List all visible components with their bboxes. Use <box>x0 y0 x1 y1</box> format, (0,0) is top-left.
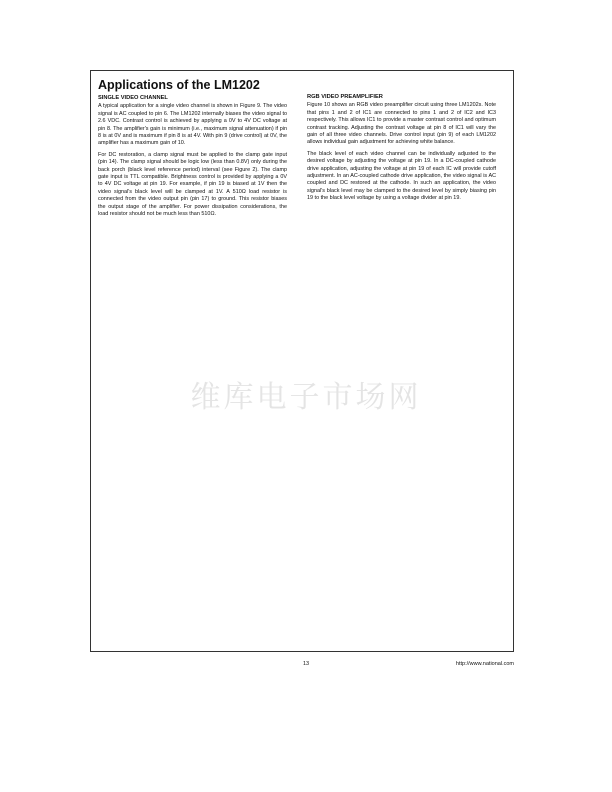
section-heading-rgb-preamp: RGB VIDEO PREAMPLIFIER <box>307 94 383 100</box>
paragraph: Figure 10 shows an RGB video preamplifier circuit using three LM1202s. Note that pins 1 and 2 of IC1 are connected to pins 1 and 2 of IC2 and IC3 respectively. This allows IC1 to provide a master contrast control and optimum contrast tracking. Adjusting the contrast voltage at pin 8 of IC1 will vary the gain of all three video channels. Drive control input (pin 9) of each LM1202 allows individual gain adjustment for achieving white balance. <box>307 102 496 146</box>
page-title: Applications of the LM1202 <box>98 78 260 92</box>
left-column <box>98 95 287 223</box>
watermark: 维库电子市场网 <box>190 380 422 415</box>
paragraph: The black level of each video channel can be individually adjusted to the desired voltage by adjusting the voltage at pin 19. In a DC-coupled cathode drive application, adjusting the voltage at pin 19 of each IC will provide cutoff adjustment. In an AC-coupled cathode drive application, the video signal is AC coupled and DC restored at the cathode. In such an application, the video signal's black level may be clamped to the desired level by simply biasing pin 19 to the black level voltage by using a voltage divider at pin 19. <box>307 150 496 202</box>
page-number: 13 <box>302 661 310 667</box>
paragraph: For DC restoration, a clamp signal must be applied to the clamp gate input (pin 14). The clamp signal should be logic low (less than 0.8V) only during the back porch (black level reference period) interval (see Figure 2). The clamp gate input is TTL compatible. Brightness control is provided by applying a 0V to 4V DC voltage at pin 19. For example, if pin 19 is biased at 1V then the video signal's black level will be clamped at 1V. A 510Ω load resistor is connected from the video output pin (pin 17) to ground. This resistor biases the output stage of the amplifier. For power dissipation considerations, the load resistor should not be much less than 510Ω. <box>98 151 287 218</box>
footer-url-link[interactable]: http://www.national.com <box>455 661 514 667</box>
section-heading-single-video: SINGLE VIDEO CHANNEL <box>98 95 168 101</box>
paragraph: A typical application for a single video channel is shown in Figure 9. The video signal is AC coupled to pin 6. The LM1202 internally biases the video signal to 2.6 VDC. Contrast control is achieved by applying a 0V to 4V DC voltage at pin 8. The amplifier's gain is minimum (i.e., maximum signal attenuation) if pin 8 is at 0V and is maximum if pin 8 is at 4V. With pin 9 (drive control) at 0V, the amplifier has a maximum gain of 10. <box>98 103 287 147</box>
right-column <box>307 95 496 207</box>
